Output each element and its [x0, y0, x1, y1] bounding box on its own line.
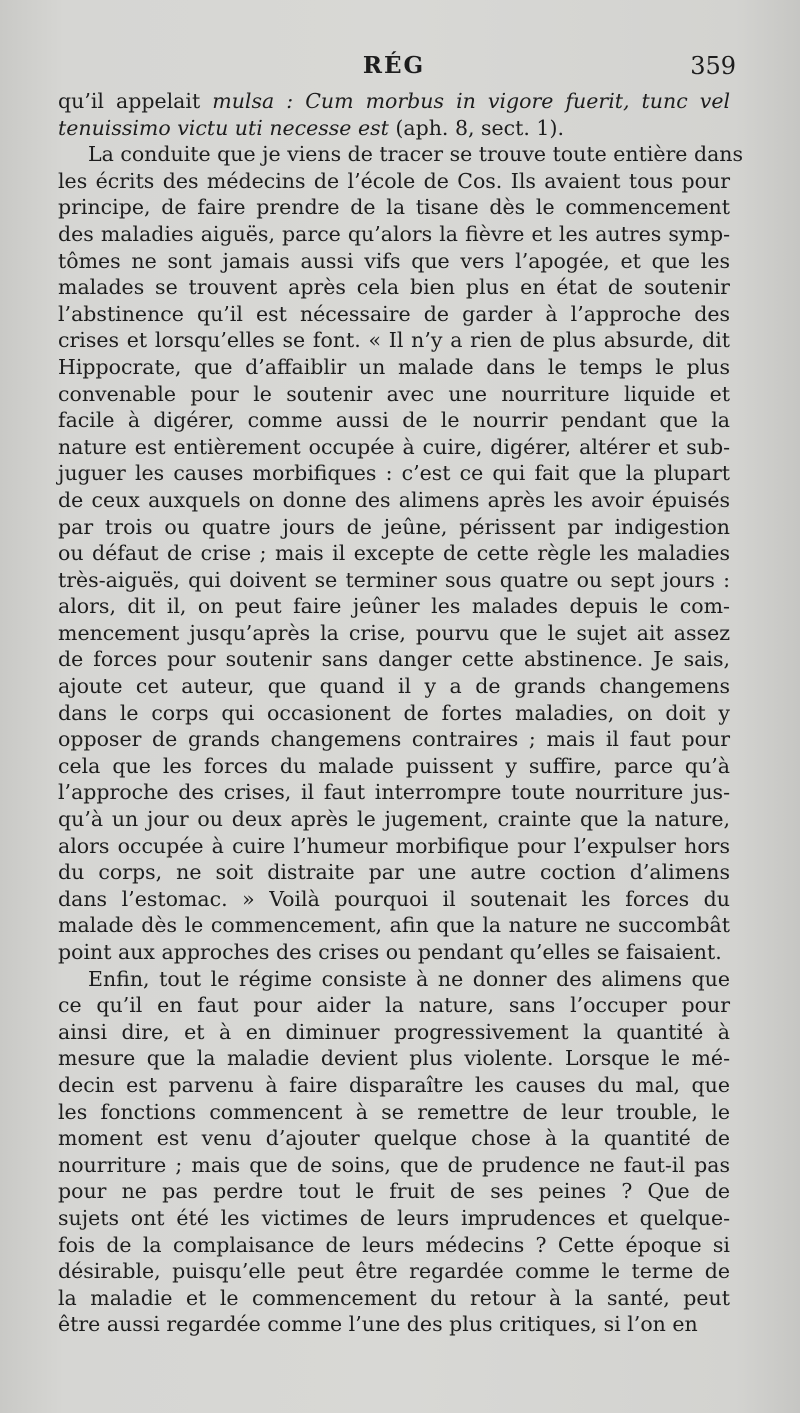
text-run: alors occupée à cuire l’humeur morbifique pour l’expulser hors [58, 833, 730, 858]
text-run: les fonctions commencent à se remettre de leur trouble, le [58, 1099, 730, 1124]
text-line [58, 966, 730, 993]
text-line [58, 141, 744, 168]
text-run: l’abstinence qu’il est nécessaire de garder à l’approche des [58, 301, 730, 326]
text-run: ainsi dire, et à en diminuer progressivement la quantité à [58, 1019, 730, 1044]
text-run: sujets ont été les victimes de leurs imprudences et quelque- [58, 1205, 730, 1230]
text-line [58, 487, 730, 514]
page-header [58, 52, 736, 86]
text-run: pour ne pas perdre tout le fruit de ses peines ? Que de [58, 1179, 730, 1204]
text-run: tômes ne sont jamais aussi vifs que vers l’apogée, et que les [58, 248, 730, 273]
text-line [58, 1045, 730, 1072]
italic-text: mulsa : Cum morbus in vigore fuerit, tunc vel [212, 89, 731, 113]
text-run: ou défaut de crise ; mais il excepte de cette règle les maladies [58, 541, 730, 566]
text-line [58, 407, 730, 434]
text-run: cela que les forces du malade puissent y suffire, parce qu’à [58, 753, 730, 778]
text-line [58, 274, 730, 301]
text-run: nourriture ; mais que de soins, que de prudence ne faut-il pas [58, 1152, 730, 1177]
text-run: (aph. 8, sect. 1). [388, 115, 564, 140]
text-line [58, 726, 730, 753]
text-line [58, 567, 730, 594]
text-line [58, 1019, 730, 1046]
text-run: fois de la complaisance de leurs médecins ? Cette époque si [58, 1232, 730, 1257]
text-line [58, 859, 730, 886]
text-run: de ceux auxquels on donne des alimens après les avoir épuisés [58, 487, 730, 512]
text-run: la maladie et le commencement du retour à la santé, peut [58, 1285, 730, 1310]
text-line [58, 381, 730, 408]
text-run: malades se trouvent après cela bien plus en état de soutenir [58, 275, 730, 300]
page-number: 359 [690, 52, 736, 80]
text-line [58, 912, 730, 939]
text-run: principe, de faire prendre de la tisane dès le commencement [58, 195, 730, 220]
text-run: désirable, puisqu’elle peut être regardée comme le terme de [58, 1259, 730, 1284]
text-run: qu’il appelait [58, 89, 213, 113]
text-run: decin est parvenu à faire disparaître les causes du mal, que [58, 1072, 730, 1097]
text-line [58, 354, 730, 381]
text-line [58, 1311, 730, 1338]
text-run: du corps, ne soit distraite par une autre coction d’alimens [58, 860, 730, 885]
text-line [58, 248, 730, 275]
text-line [58, 1125, 730, 1152]
text-run: mesure que la maladie devient plus violente. Lorsque le mé- [58, 1046, 730, 1071]
text-run: malade dès le commencement, afin que la nature ne succombât [58, 913, 730, 938]
text-line [58, 646, 730, 673]
text-line [58, 779, 730, 806]
text-line [58, 673, 730, 700]
text-line [58, 88, 730, 115]
text-line [58, 168, 730, 195]
text-run: ajoute cet auteur, que quand il y a de grands changemens [58, 674, 730, 699]
text-run: être aussi regardée comme l’une des plus critiques, si l’on en [58, 1312, 698, 1337]
text-line [58, 939, 730, 966]
text-run: nature est entièrement occupée à cuire, digérer, altérer et sub- [58, 434, 730, 459]
text-run: dans l’estomac. » Voilà pourquoi il soutenait les forces du [58, 886, 730, 911]
text-run: crises et lorsqu’elles se font. « Il n’y a rien de plus absurde, dit [58, 328, 730, 353]
text-line [58, 593, 730, 620]
text-run: ce qu’il en faut pour aider la nature, sans l’occuper pour [58, 993, 730, 1018]
text-run: dans le corps qui occasionent de fortes maladies, on doit y [58, 700, 730, 725]
text-line [58, 194, 730, 221]
text-line [58, 460, 730, 487]
text-line [58, 434, 730, 461]
text-line [58, 1178, 730, 1205]
text-run: La conduite que je viens de tracer se trouve toute entière dans [88, 142, 744, 167]
text-run: très-aiguës, qui doivent se terminer sous quatre ou sept jours : [58, 567, 730, 592]
text-line [58, 1152, 730, 1179]
text-run: l’approche des crises, il faut interrompre toute nourriture jus- [58, 780, 730, 805]
text-line [58, 1205, 730, 1232]
running-head: RÉG [362, 52, 426, 79]
text-run: Enfin, tout le régime consiste à ne donner des alimens que [88, 966, 730, 991]
text-run: les écrits des médecins de l’école de Cos. Ils avaient tous pour [58, 168, 730, 193]
paragraph [58, 966, 730, 1338]
text-run: opposer de grands changemens contraires ; mais il faut pour [58, 727, 730, 752]
text-run: point aux approches des crises ou pendant qu’elles se faisaient. [58, 940, 722, 964]
paragraph [58, 88, 730, 141]
text-line [58, 753, 730, 780]
text-line [58, 992, 730, 1019]
text-line [58, 301, 730, 328]
text-line [58, 221, 730, 248]
text-line [58, 1285, 730, 1312]
body-text [58, 88, 744, 1338]
text-run: alors, dit il, on peut faire jeûner les malades depuis le com- [58, 594, 730, 619]
text-line [58, 1232, 730, 1259]
text-run: juguer les causes morbifiques : c’est ce qui fait que la plupart [58, 461, 730, 486]
text-line [58, 833, 730, 860]
text-line [58, 514, 730, 541]
text-run: facile à digérer, comme aussi de le nourrir pendant que la [58, 408, 730, 433]
text-line [58, 620, 730, 647]
text-line [58, 1099, 730, 1126]
text-line [58, 115, 730, 142]
text-run: mencement jusqu’après la crise, pourvu que le sujet ait assez [58, 620, 730, 645]
text-line [58, 1072, 730, 1099]
text-line [58, 806, 730, 833]
text-run: convenable pour le soutenir avec une nourriture liquide et [58, 381, 730, 406]
text-run: de forces pour soutenir sans danger cette abstinence. Je sais, [58, 647, 730, 672]
text-line [58, 700, 730, 727]
text-run: qu’à un jour ou deux après le jugement, crainte que la nature, [58, 807, 730, 832]
text-run: Hippocrate, que d’affaiblir un malade dans le temps le plus [58, 354, 730, 379]
text-line [58, 1258, 730, 1285]
text-line [58, 886, 730, 913]
text-run: des maladies aiguës, parce qu’alors la fièvre et les autres symp- [58, 221, 730, 246]
text-line [58, 327, 730, 354]
text-line [58, 540, 730, 567]
italic-text: tenuissimo victu uti necesse est [58, 115, 389, 140]
paragraph [58, 141, 744, 965]
text-run: moment est venu d’ajouter quelque chose à la quantité de [58, 1126, 730, 1151]
text-run: par trois ou quatre jours de jeûne, périssent par indigestion [58, 514, 730, 539]
